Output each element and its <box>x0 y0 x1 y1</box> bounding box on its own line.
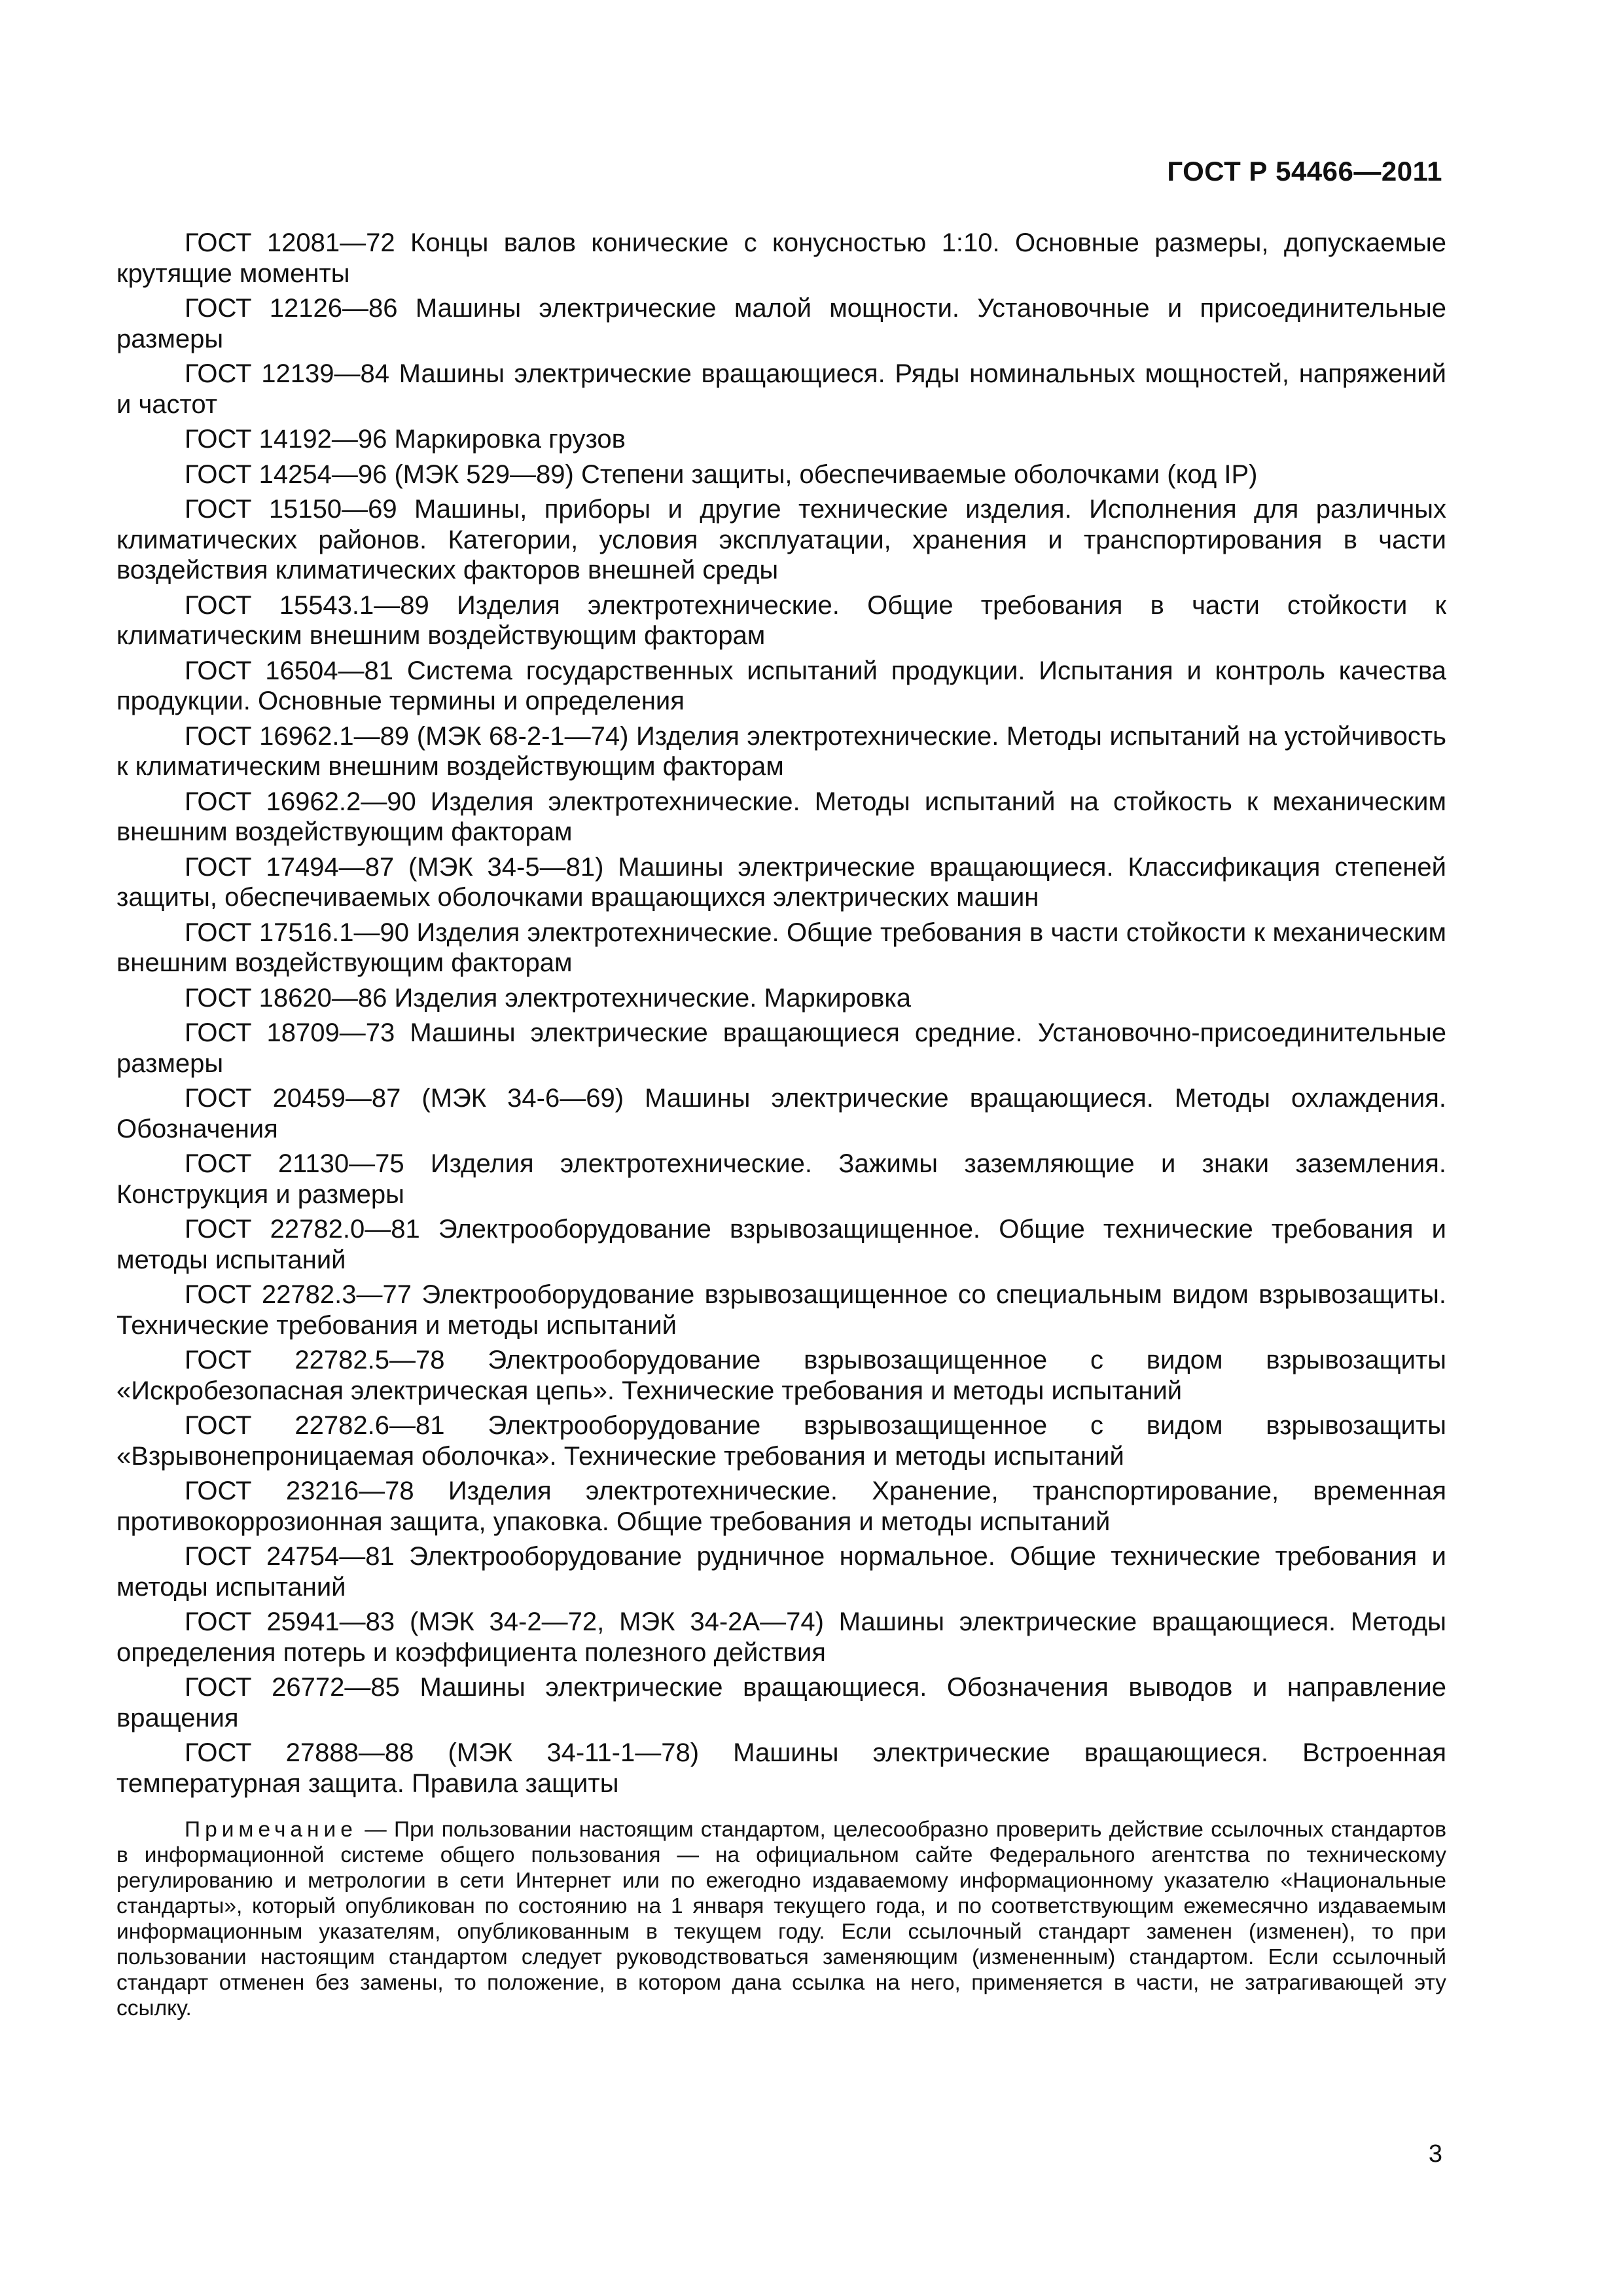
reference-title: Электрооборудование рудничное нормальное. Общие технические требования и методы испытаний <box>116 1542 1446 1602</box>
note-label: Примечание <box>185 1818 357 1842</box>
document-header: ГОСТ Р 54466—2011 <box>1167 156 1442 187</box>
page-number: 3 <box>1428 2140 1442 2168</box>
reference-item <box>116 918 1446 978</box>
reference-item <box>116 1018 1446 1079</box>
note-text: — При пользовании настоящим стандартом, целесообразно проверить действие ссылочных стандартов в информационной системе общего пользования — на официальном сайте Федерального агентства по техническому регулированию и метрологии в сети Интернет или по ежегодно издаваемому информационному указателю «Национальные стандарты», который опубликован по состоянию на 1 января текущего года, и по соответствующим ежемесячно издаваемым информационным указателям, опубликованным в текущем году. Если ссылочный стандарт заменен (изменен), то при пользовании настоящим стандартом следует руководствоваться заменяющим (измененным) стандартом. Если ссылочный стандарт отменен без замены, то положение, в котором дана ссылка на него, применяется в части, не затрагивающей эту ссылку. <box>116 1818 1446 2020</box>
reference-title: Электрооборудование взрывозащищенное с видом взрывозащиты «Взрывонепроницаемая оболочка». Технические требования и методы испытаний <box>116 1411 1446 1471</box>
reference-code: ГОСТ 27888—88 <box>185 1738 414 1767</box>
reference-item <box>116 590 1446 651</box>
reference-item <box>116 852 1446 913</box>
reference-item <box>116 1541 1446 1602</box>
reference-code: ГОСТ 21130—75 <box>185 1149 404 1178</box>
reference-title: (МЭК 34-2—72, МЭК 34-2А—74) Машины электрические вращающиеся. Методы определения потерь и коэффициента полезного действия <box>116 1607 1446 1667</box>
reference-code: ГОСТ 22782.3—77 <box>185 1280 412 1309</box>
reference-title: Изделия электротехнические. Хранение, транспортирование, временная противокоррозионная защита, упаковка. Общие требования и методы испытаний <box>116 1477 1446 1536</box>
reference-title: Электрооборудование взрывозащищенное с видом взрывозащиты «Искробезопасная электрическая цепь». Технические требования и методы испытаний <box>116 1346 1446 1405</box>
reference-code: ГОСТ 16962.2—90 <box>185 787 416 816</box>
reference-item <box>116 293 1446 354</box>
reference-code: ГОСТ 22782.5—78 <box>185 1346 445 1374</box>
reference-code: ГОСТ 15543.1—89 <box>185 590 429 620</box>
reference-item <box>116 1149 1446 1210</box>
reference-title: Маркировка грузов <box>394 425 626 454</box>
reference-title: Машины электрические малой мощности. Установочные и присоединительные размеры <box>116 294 1446 353</box>
reference-code: ГОСТ 16504—81 <box>185 656 394 685</box>
reference-item <box>116 1738 1446 1799</box>
reference-item <box>116 1607 1446 1668</box>
reference-title: (МЭК 34-11-1—78) Машины электрические вращающиеся. Встроенная температурная защита. Правила защиты <box>116 1738 1446 1798</box>
reference-code: ГОСТ 14254—96 <box>185 459 387 489</box>
reference-code: ГОСТ 12139—84 <box>185 359 389 388</box>
reference-title: Изделия электротехнические. Методы испытаний на стойкость к механическим внешним воздействующим факторам <box>116 787 1446 846</box>
reference-code: ГОСТ 12081—72 <box>185 228 395 257</box>
reference-code: ГОСТ 26772—85 <box>185 1673 400 1702</box>
reference-code: ГОСТ 17494—87 <box>185 852 395 882</box>
reference-title: Изделия электротехнические. Зажимы заземляющие и знаки заземления. Конструкция и размеры <box>116 1149 1446 1209</box>
reference-item <box>116 424 1446 455</box>
reference-code: ГОСТ 18620—86 <box>185 983 387 1013</box>
reference-title: Изделия электротехнические. Маркировка <box>394 983 911 1013</box>
reference-item <box>116 983 1446 1014</box>
reference-code: ГОСТ 15150—69 <box>185 495 397 524</box>
reference-code: ГОСТ 17516.1—90 <box>185 918 410 947</box>
reference-title: (МЭК 34-6—69) Машины электрические вращающиеся. Методы охлаждения. Обозначения <box>116 1084 1446 1143</box>
reference-code: ГОСТ 24754—81 <box>185 1542 395 1571</box>
reference-title: (МЭК 68-2-1—74) Изделия электротехнические. Методы испытаний на устойчивость к климатическим внешним воздействующим факторам <box>116 721 1446 781</box>
reference-code: ГОСТ 23216—78 <box>185 1477 414 1505</box>
normative-references-list <box>116 228 1446 2043</box>
reference-code: ГОСТ 16962.1—89 <box>185 721 410 751</box>
reference-title: Электрооборудование взрывозащищенное со специальным видом взрывозащиты. Технические требования и методы испытаний <box>116 1280 1447 1340</box>
reference-item <box>116 1214 1446 1275</box>
reference-code: ГОСТ 14192—96 <box>185 425 387 454</box>
reference-item <box>116 787 1446 848</box>
reference-item <box>116 459 1446 490</box>
reference-item <box>116 656 1446 717</box>
reference-title: (МЭК 529—89) Степени защиты, обеспечиваемые оболочками (код IP) <box>394 459 1258 489</box>
reference-title: Изделия электротехнические. Общие требования в части стойкости к механическим внешним воздействующим факторам <box>116 918 1446 977</box>
reference-code: ГОСТ 20459—87 <box>185 1084 401 1113</box>
reference-item <box>116 1280 1446 1340</box>
note-paragraph <box>116 1817 1446 2021</box>
reference-title: Машины электрические вращающиеся. Ряды номинальных мощностей, напряжений и частот <box>116 359 1446 419</box>
reference-item <box>116 1083 1446 1144</box>
reference-code: ГОСТ 18709—73 <box>185 1018 395 1047</box>
reference-title: Система государственных испытаний продукции. Испытания и контроль качества продукции. Основные термины и определения <box>116 656 1446 715</box>
reference-item <box>116 359 1446 420</box>
reference-title: Машины электрические вращающиеся средние. Установочно-присоединительные размеры <box>116 1018 1446 1078</box>
reference-item <box>116 228 1446 289</box>
reference-title: Машины, приборы и другие технические изделия. Исполнения для различных климатических районов. Категории, условия эксплуатации, хранения и транспортирования в части воздействия климатических факторов внешней среды <box>116 495 1446 584</box>
reference-code: ГОСТ 12126—86 <box>185 294 398 323</box>
reference-item <box>116 494 1446 586</box>
reference-title: (МЭК 34-5—81) Машины электрические вращающиеся. Классификация степеней защиты, обеспечиваемых оболочками вращающихся электрических машин <box>116 852 1446 912</box>
reference-item <box>116 1476 1446 1537</box>
reference-title: Концы валов конические с конусностью 1:10. Основные размеры, допускаемые крутящие моменты <box>116 228 1446 288</box>
reference-code: ГОСТ 25941—83 <box>185 1607 395 1636</box>
reference-item <box>116 721 1446 782</box>
reference-title: Электрооборудование взрывозащищенное. Общие технические требования и методы испытаний <box>116 1215 1446 1274</box>
reference-item <box>116 1345 1446 1406</box>
reference-title: Машины электрические вращающиеся. Обозначения выводов и направление вращения <box>116 1673 1446 1732</box>
reference-code: ГОСТ 22782.0—81 <box>185 1215 420 1244</box>
reference-title: Изделия электротехнические. Общие требования в части стойкости к климатическим внешним воздействующим факторам <box>116 590 1446 650</box>
reference-item <box>116 1410 1446 1471</box>
reference-item <box>116 1672 1446 1733</box>
reference-code: ГОСТ 22782.6—81 <box>185 1411 445 1440</box>
